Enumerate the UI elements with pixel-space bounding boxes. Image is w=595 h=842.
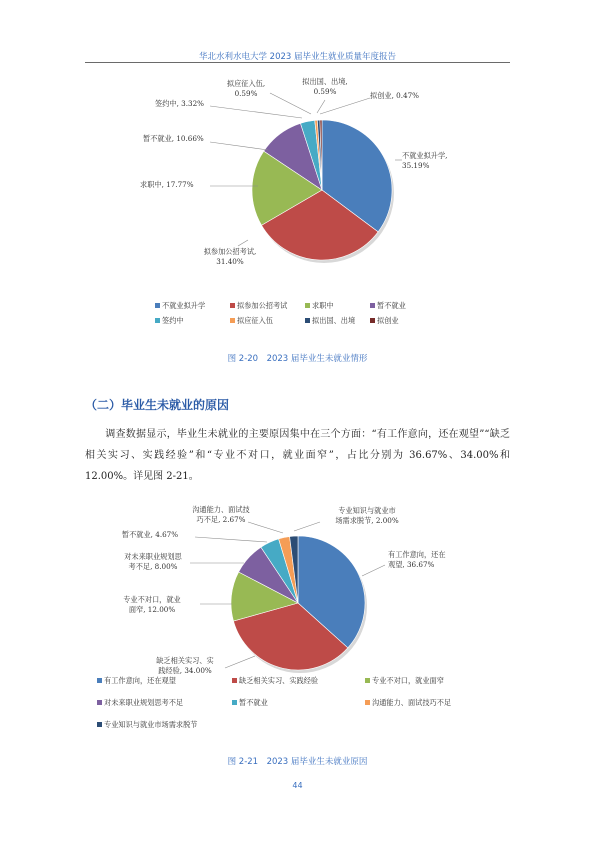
legend-label: 沟通能力、面试技巧不足 bbox=[372, 698, 452, 707]
legend-swatch bbox=[97, 722, 102, 727]
data-label: 拟参加公招考试, 31.40% bbox=[203, 247, 257, 266]
legend-label: 拟出国、出境 bbox=[312, 316, 356, 325]
legend-swatch bbox=[232, 700, 237, 705]
legend-label: 有工作意向，还在观望 bbox=[104, 676, 176, 685]
data-label: 缺乏相关实习、实践经验, 34.00% bbox=[156, 656, 214, 675]
legend-label: 签约中 bbox=[162, 316, 184, 325]
leader-line bbox=[195, 537, 267, 542]
legend-swatch bbox=[232, 678, 237, 683]
leader-line bbox=[320, 98, 370, 114]
leader-line bbox=[362, 565, 385, 576]
data-label: 求职中, 17.77% bbox=[140, 180, 194, 189]
body-paragraph-text: 调查数据显示，毕业生未就业的主要原因集中在三个方面：“有工作意向，还在观望”“缺乏相关实习、实践经验”和“专业不对口，就业面窄”，占比分别为 36.67%、34.00%和 12.00%。详见图 2-21。 bbox=[85, 429, 510, 482]
legend-swatch bbox=[97, 700, 102, 705]
leader-line bbox=[238, 240, 248, 246]
figure-caption-2-21: 图 2-21 2023 届毕业生未就业原因 bbox=[227, 757, 368, 767]
legend-label: 暂不就业 bbox=[377, 301, 406, 310]
legend-label: 拟创业 bbox=[377, 316, 399, 325]
legend-label: 缺乏相关实习、实践经验 bbox=[239, 676, 319, 685]
legend-swatch bbox=[155, 318, 160, 323]
data-label: 有工作意向，还在观望, 36.67% bbox=[388, 550, 446, 569]
data-label: 拟出国、出境, 0.59% bbox=[302, 77, 348, 96]
pie-chart-unemployment-reasons bbox=[0, 498, 595, 748]
data-label: 拟应征入伍, 0.59% bbox=[226, 79, 266, 98]
leader-line bbox=[225, 656, 255, 668]
legend-swatch bbox=[230, 318, 235, 323]
data-label: 暂不就业, 10.66% bbox=[143, 134, 204, 143]
legend-swatch bbox=[365, 678, 370, 683]
legend-swatch bbox=[370, 318, 375, 323]
legend-swatch bbox=[155, 303, 160, 308]
leader-line bbox=[294, 522, 320, 531]
legend-label: 不就业拟升学 bbox=[162, 301, 206, 310]
leader-line bbox=[210, 106, 302, 118]
header-divider bbox=[85, 62, 510, 63]
data-label: 沟通能力、面试技巧不足, 2.67% bbox=[192, 505, 250, 524]
page-number: 44 bbox=[292, 781, 303, 790]
data-label: 拟创业, 0.47% bbox=[370, 91, 419, 100]
body-paragraph bbox=[85, 424, 510, 487]
data-label: 专业不对口，就业面窄, 12.00% bbox=[123, 595, 181, 614]
figure-caption-2-20: 图 2-20 2023 届毕业生未就业情形 bbox=[227, 354, 368, 364]
data-label: 专业知识与就业市场需求脱节, 2.00% bbox=[335, 506, 399, 525]
legend-swatch bbox=[97, 678, 102, 683]
section-heading: （二）毕业生未就业的原因 bbox=[85, 398, 230, 412]
legend-label: 拟参加公招考试 bbox=[237, 301, 288, 310]
legend-swatch bbox=[305, 318, 310, 323]
leader-line bbox=[317, 100, 325, 113]
data-label: 不就业拟升学, 35.19% bbox=[402, 151, 448, 170]
legend-swatch bbox=[305, 303, 310, 308]
legend-swatch bbox=[230, 303, 235, 308]
leader-line bbox=[270, 93, 311, 114]
leader-line bbox=[210, 142, 268, 150]
pie-chart-unemployment-status bbox=[0, 68, 595, 350]
legend-swatch bbox=[370, 303, 375, 308]
data-label: 暂不就业, 4.67% bbox=[121, 530, 179, 539]
data-label: 签约中, 3.32% bbox=[155, 99, 204, 108]
legend-label: 专业不对口，就业面窄 bbox=[372, 676, 444, 685]
page-header: 华北水利水电大学 2023 届毕业生就业质量年度报告 bbox=[198, 52, 397, 62]
legend-label: 暂不就业 bbox=[239, 698, 268, 707]
legend-swatch bbox=[365, 700, 370, 705]
legend-label: 拟应征入伍 bbox=[237, 316, 273, 325]
data-label: 对未来职业规划思考不足, 8.00% bbox=[124, 552, 182, 571]
leader-line bbox=[248, 522, 283, 533]
legend-label: 专业知识与就业市场需求脱节 bbox=[104, 720, 198, 729]
legend-label: 对未来职业规划思考不足 bbox=[104, 698, 184, 707]
legend-label: 求职中 bbox=[312, 301, 334, 310]
